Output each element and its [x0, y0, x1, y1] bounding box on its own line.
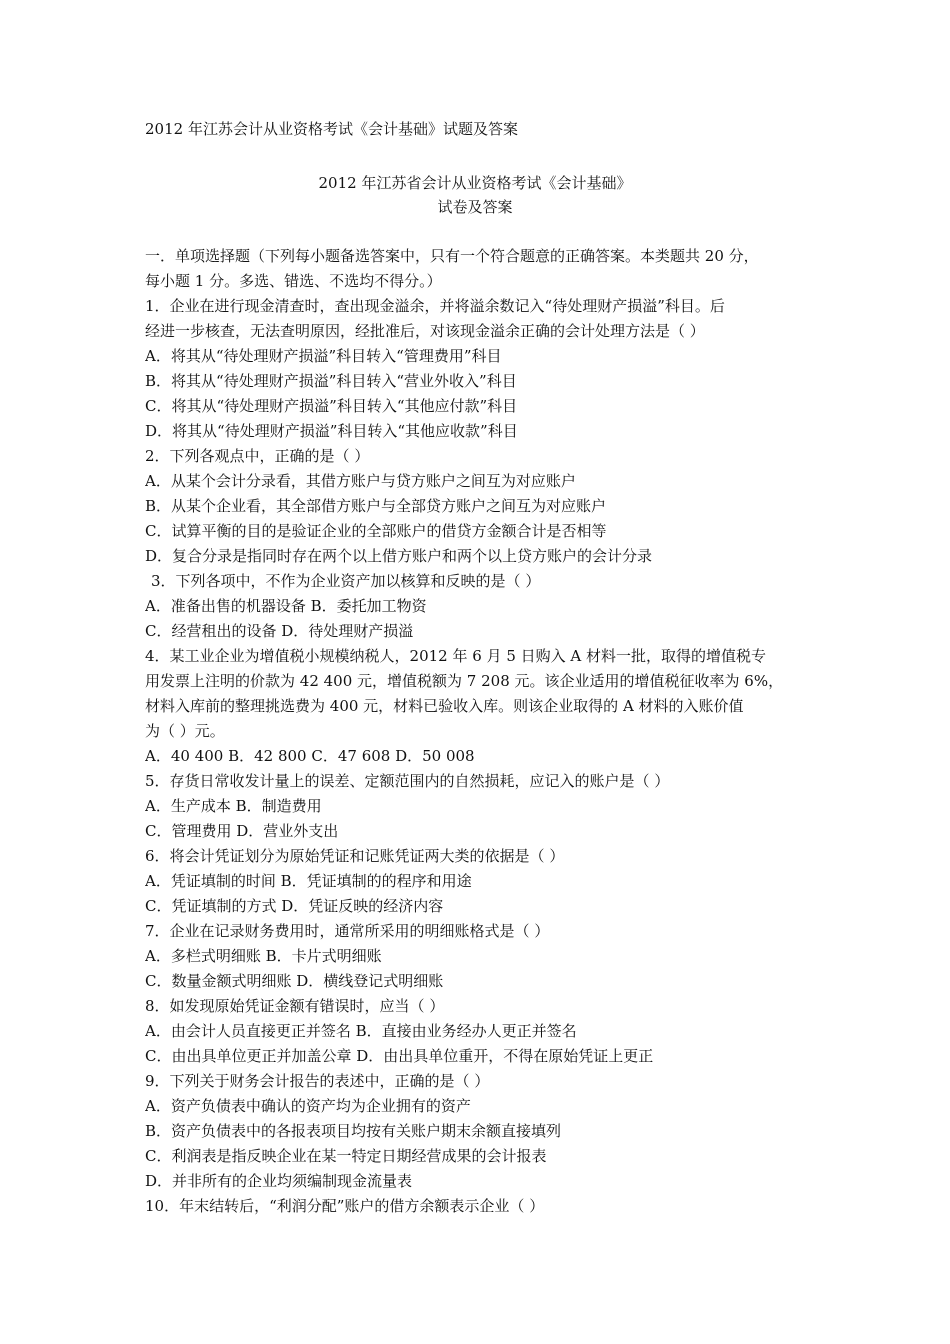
question-9-stem: 9．下列关于财务会计报告的表述中，正确的是（ ）: [145, 1072, 490, 1090]
section-heading-line: 每小题 1 分。多选、错选、不选均不得分。）: [145, 272, 442, 290]
question-4-stem: 材料入库前的整理挑选费为 400 元，材料已验收入库。则该企业取得的 A 材料的入账价值: [145, 697, 744, 715]
question-8-options-ab: A．由会计人员直接更正并签名 B．直接由业务经办人更正并签名: [145, 1022, 577, 1040]
question-6-stem: 6．将会计凭证划分为原始凭证和记账凭证两大类的依据是（ ）: [145, 847, 565, 865]
question-1-option-d: D．将其从“待处理财产损溢”科目转入“其他应收款”科目: [145, 422, 518, 440]
question-2-option-a: A．从某个会计分录看，其借方账户与贷方账户之间互为对应账户: [145, 472, 576, 490]
question-7-stem: 7．企业在记录财务费用时，通常所采用的明细账格式是（ ）: [145, 922, 550, 940]
question-2-stem: 2．下列各观点中，正确的是（ ）: [145, 447, 370, 465]
question-7-options-ab: A．多栏式明细账 B．卡片式明细账: [145, 947, 382, 965]
question-9-option-b: B．资产负债表中的各报表项目均按有关账户期末余额直接填列: [145, 1122, 562, 1140]
question-3-options-cd: C．经营租出的设备 D．待处理财产损溢: [145, 622, 414, 640]
question-3-options-ab: A．准备出售的机器设备 B．委托加工物资: [145, 597, 427, 615]
question-5-options-ab: A．生产成本 B．制造费用: [145, 797, 322, 815]
question-9-option-c: C．利润表是指反映企业在某一特定日期经营成果的会计报表: [145, 1147, 547, 1165]
question-9-option-d: D．并非所有的企业均须编制现金流量表: [145, 1172, 413, 1190]
question-10-stem: 10．年末结转后，“利润分配”账户的借方余额表示企业（ ）: [145, 1197, 545, 1215]
question-3-stem: 3．下列各项中，不作为企业资产加以核算和反映的是（ ）: [151, 572, 541, 590]
section-heading-line: 一．单项选择题（下列每小题备选答案中，只有一个符合题意的正确答案。本类题共 20 分，: [145, 247, 759, 265]
question-7-options-cd: C．数量金额式明细账 D．横线登记式明细账: [145, 972, 444, 990]
question-1-option-a: A．将其从“待处理财产损溢”科目转入“管理费用”科目: [145, 347, 502, 365]
question-4-stem: 为（ ）元。: [145, 722, 225, 740]
document-top-title: 2012 年江苏会计从业资格考试《会计基础》试题及答案: [145, 120, 518, 138]
question-2-option-c: C．试算平衡的目的是验证企业的全部账户的借贷方金额合计是否相等: [145, 522, 607, 540]
question-6-options-ab: A．凭证填制的时间 B．凭证填制的的程序和用途: [145, 872, 472, 890]
question-4-stem: 用发票上注明的价款为 42 400 元，增值税额为 7 208 元。该企业适用的增值税征收率为 6%，: [145, 672, 784, 690]
question-1-stem: 1．企业在进行现金清查时，查出现金溢余，并将溢余数记入“待处理财产损溢”科目。后: [145, 297, 725, 315]
question-8-options-cd: C．由出具单位更正并加盖公章 D．由出具单位重开，不得在原始凭证上更正: [145, 1047, 654, 1065]
question-9-option-a: A．资产负债表中确认的资产均为企业拥有的资产: [145, 1097, 471, 1115]
question-body: [145, 244, 810, 1219]
question-2-option-d: D．复合分录是指同时存在两个以上借方账户和两个以上贷方账户的会计分录: [145, 547, 653, 565]
exam-title-line-2: 试卷及答案: [437, 198, 513, 216]
question-4-stem: 4．某工业企业为增值税小规模纳税人，2012 年 6 月 5 日购入 A 材料一批，取得的增值税专: [145, 647, 767, 665]
exam-title-line-1: 2012 年江苏省会计从业资格考试《会计基础》: [318, 174, 632, 192]
question-8-stem: 8．如发现原始凭证金额有错误时，应当（ ）: [145, 997, 445, 1015]
question-1-stem: 经进一步核查，无法查明原因，经批准后，对该现金溢余正确的会计处理方法是（ ）: [145, 322, 705, 340]
question-5-options-cd: C．管理费用 D．营业外支出: [145, 822, 339, 840]
question-5-stem: 5．存货日常收发计量上的误差、定额范围内的自然损耗，应记入的账户是（ ）: [145, 772, 670, 790]
question-1-option-c: C．将其从“待处理财产损溢”科目转入“其他应付款”科目: [145, 397, 518, 415]
question-2-option-b: B．从某个企业看，其全部借方账户与全部贷方账户之间互为对应账户: [145, 497, 607, 515]
question-1-option-b: B．将其从“待处理财产损溢”科目转入“营业外收入”科目: [145, 372, 517, 390]
question-4-options: A．40 400 B．42 800 C．47 608 D．50 008: [145, 747, 475, 765]
question-6-options-cd: C．凭证填制的方式 D．凭证反映的经济内容: [145, 897, 444, 915]
